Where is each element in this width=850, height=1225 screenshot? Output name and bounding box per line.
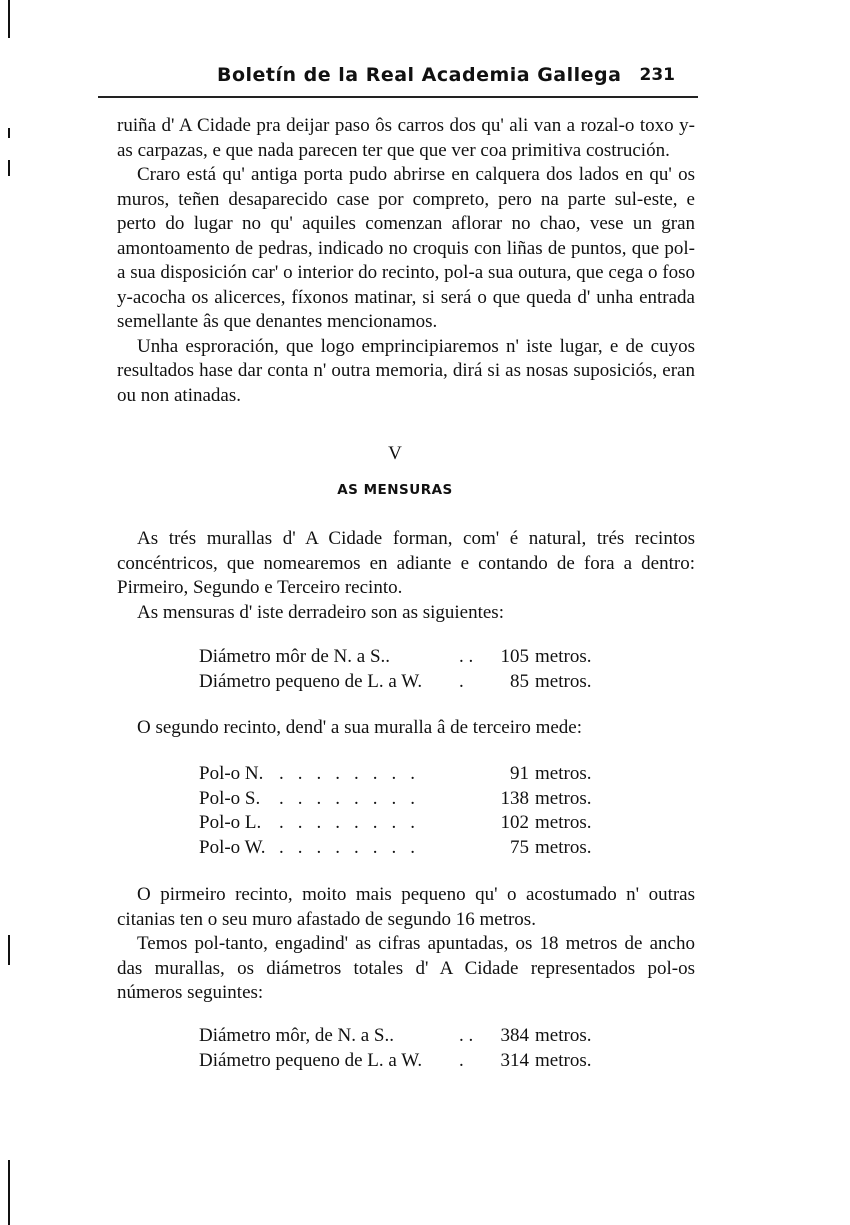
- scan-edge-mark: [8, 128, 10, 138]
- measure-value: 75: [510, 836, 529, 858]
- measure-unit: metros.: [535, 670, 592, 692]
- leader-dots: .: [459, 670, 464, 692]
- scan-edge-mark: [8, 0, 10, 38]
- leader-dots: . .: [459, 1025, 474, 1046]
- body-text-top: [117, 114, 695, 408]
- paragraph: As trés murallas d' A Cidade forman, com' é natural, trés recintos concéntricos, que nomearemos en adiante e contando de fora a dentro: Pirmeiro, Segundo e Terceiro recinto.: [117, 528, 695, 598]
- measure-value: 314: [500, 1049, 529, 1071]
- measure-value: 105: [500, 646, 529, 667]
- measure-table-second-recinto: [199, 762, 591, 860]
- measure-row: [199, 670, 591, 695]
- section-number: V: [388, 443, 402, 464]
- leader-dots: .: [459, 1049, 464, 1071]
- body-text-mid: [117, 527, 695, 625]
- measure-row: [199, 1049, 591, 1074]
- paragraph: Temos pol-tanto, engadind' as cifras apuntadas, os 18 metros de ancho das murallas, os diámetros totales d' A Cidade representados pol-os números seguintes:: [117, 933, 695, 1003]
- measure-unit: metros.: [535, 1049, 592, 1071]
- body-text-second: [137, 716, 715, 741]
- paragraph: Craro está qu' antiga porta pudo abrirse en calquera dos lados en qu' os muros, teñen desaparecido case por compreto, pero na parte sul-este, e perto do lugar no qu' aquiles comenzan aflorar no chao, vese un gran amontoamento de pedras, indicado no croquis con liñas de puntos, que pol-a sua disposición car' o interior do recinto, pol-a sua outura, que cega o foso y-acocha os alicerces, fíxonos matinar, si será o que queda d' unha entrada semellante âs que denantes mencionamos.: [117, 164, 695, 332]
- measure-label: Diámetro pequeno de L. a W.: [199, 670, 423, 692]
- leader-dots: ........: [279, 787, 429, 809]
- scan-edge-mark: [8, 1160, 10, 1225]
- paragraph: O segundo recinto, dend' a sua muralla â de terceiro mede:: [137, 717, 582, 738]
- paragraph: ruiña d' A Cidade pra deijar paso ôs carros dos qu' ali van a rozal-o toxo y-as carpazas, e que nada parecen ter que que ver coa primitiva costrución.: [117, 115, 695, 161]
- measure-unit: metros.: [535, 1025, 592, 1046]
- measure-row: [199, 1024, 591, 1049]
- body-text-bottom: [117, 883, 695, 1006]
- measure-label: Pol-o W.: [199, 836, 266, 858]
- section-title: AS MENSURAS: [337, 482, 453, 498]
- measure-label: Diámetro môr, de N. a S..: [199, 1025, 395, 1046]
- measure-row: [199, 787, 591, 812]
- leader-dots: . .: [459, 646, 474, 667]
- measure-value: 91: [510, 763, 529, 784]
- leader-dots: ........: [279, 812, 429, 833]
- scan-edge-mark: [8, 935, 10, 965]
- header-rule: [98, 96, 698, 98]
- measure-label: Pol-o L.: [199, 812, 262, 833]
- measure-value: 384: [500, 1025, 529, 1046]
- scan-edge-mark: [8, 160, 10, 176]
- measure-table-third-recinto: [199, 645, 591, 694]
- measure-label: Diámetro môr de N. a S..: [199, 646, 391, 667]
- measure-row: [199, 645, 591, 670]
- journal-title: Boletín de la Real Academia Gallega: [217, 64, 622, 86]
- measure-unit: metros.: [535, 812, 592, 833]
- leader-dots: ........: [279, 763, 429, 784]
- leader-dots: ........: [279, 836, 429, 858]
- measure-label: Diámetro pequeno de L. a W.: [199, 1049, 423, 1071]
- measure-value: 102: [500, 812, 529, 833]
- measure-value: 85: [510, 670, 529, 692]
- measure-table-totals: [199, 1024, 591, 1073]
- measure-row: [199, 762, 591, 787]
- measure-value: 138: [500, 787, 529, 809]
- page-number: 231: [639, 65, 675, 85]
- paragraph: Unha esproración, que logo emprincipiaremos n' iste lugar, e de cuyos resultados hase dar conta n' outra memoria, dirá si as nosas suposiciós, eran ou non atinadas.: [117, 335, 695, 406]
- measure-unit: metros.: [535, 787, 592, 809]
- measure-row: [199, 811, 591, 836]
- paragraph: O pirmeiro recinto, moito mais pequeno qu' o acostumado n' outras citanias ten o seu muro afastado de segundo 16 metros.: [117, 884, 695, 930]
- measure-unit: metros.: [535, 836, 592, 858]
- measure-unit: metros.: [535, 646, 592, 667]
- measure-label: Pol-o N.: [199, 763, 264, 784]
- running-header: [117, 62, 697, 92]
- paragraph: As mensuras d' iste derradeiro son as siguientes:: [137, 601, 504, 623]
- measure-label: Pol-o S.: [199, 787, 261, 809]
- measure-row: [199, 836, 591, 861]
- measure-unit: metros.: [535, 763, 592, 784]
